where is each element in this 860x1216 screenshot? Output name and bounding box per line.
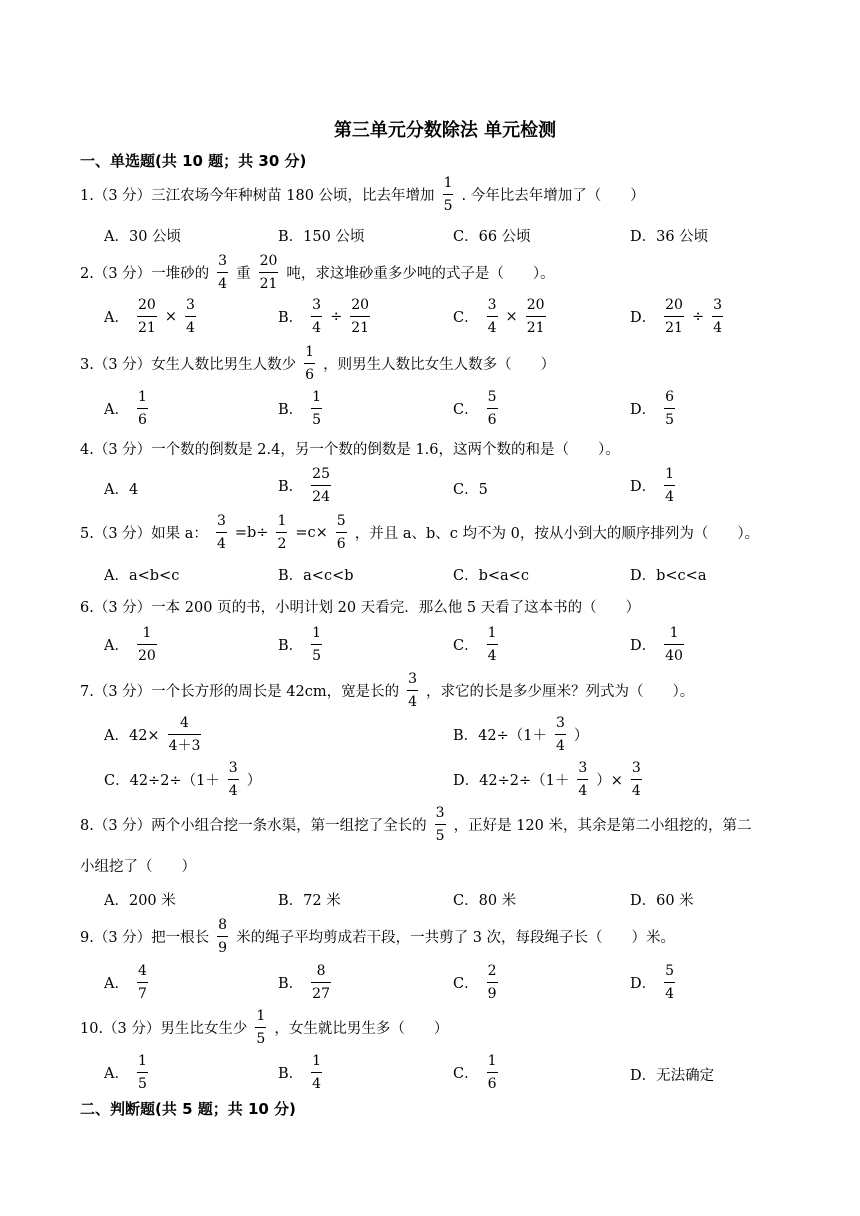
option-b[interactable]: B． $\frac{1}{4}$	[278, 1053, 322, 1092]
option-c[interactable]: C．5	[453, 482, 488, 498]
option-b[interactable]: B．72 米	[278, 893, 341, 909]
option-a[interactable]: A． $\frac{1}{6}$	[104, 389, 147, 428]
question-2	[80, 254, 555, 291]
question-5: 5.（3 分）如果 a： $\frac{3}{4}$ =b÷ $\frac{1}{2}$ =c× $\frac{5}{6}$ ，并且 a、b、c 均不为 0，按从小到大的顺序排列为（ ）。	[80, 513, 760, 552]
option-a[interactable]: A． $\frac{1}{5}$	[104, 1053, 147, 1092]
option-d[interactable]: D．36 公顷	[630, 229, 709, 245]
option-b[interactable]: B．150 公顷	[278, 229, 365, 245]
option-a[interactable]: A． $\frac{4}{7}$	[104, 963, 147, 1002]
question-text: 2.（3 分）一堆砂的	[80, 266, 210, 282]
question-text: 吨，求这堆砂重多少吨的式子是（ ）。	[286, 266, 555, 282]
option-d[interactable]: D．60 米	[630, 893, 694, 909]
section-heading-true-false: 二、判断题(共 5 题；共 10 分)	[80, 1100, 296, 1118]
option-c[interactable]: C．42÷2÷（1＋ $\frac{3}{4}$ ）	[104, 760, 262, 799]
question-text: . 今年比去年增加了（ ）	[461, 188, 645, 204]
fraction: $\frac{3}{4}$	[218, 253, 228, 292]
option-a[interactable]: A．42× $\frac{4}{4+3}$	[104, 715, 201, 754]
question-7: 7.（3 分）一个长方形的周长是 42cm，宽是长的 $\frac{3}{4}$ ，求它的长是多少厘米？列式为（ ）。	[80, 671, 695, 710]
option-b[interactable]: B． $\frac{1}{5}$	[278, 389, 322, 428]
option-b[interactable]: B． $\frac{25}{24}$	[278, 466, 330, 505]
option-d[interactable]: D． $\frac{1}{4}$	[630, 466, 675, 505]
option-a[interactable]: A．30 公顷	[104, 229, 182, 245]
option-d[interactable]: D． $\frac{6}{5}$	[630, 389, 675, 428]
option-a[interactable]: A．200 米	[104, 893, 176, 909]
question-6: 6.（3 分）一本 200 页的书，小明计划 20 天看完．那么他 5 天看了这本书的（ ）	[80, 600, 641, 616]
question-text: 重	[236, 266, 251, 282]
question-9: 9.（3 分）把一根长 $\frac{8}{9}$ 米的绳子平均剪成若干段，一共剪了 3 次，每段绳子长（ ）米。	[80, 917, 676, 956]
question-4: 4.（3 分）一个数的倒数是 2.4，另一个数的倒数是 1.6，这两个数的和是（ ）。	[80, 442, 620, 458]
option-b[interactable]: B．42÷（1＋ $\frac{3}{4}$ ）	[453, 715, 589, 754]
option-b[interactable]: B． $\frac{8}{27}$	[278, 963, 330, 1002]
option-c[interactable]: C． $\frac{5}{6}$	[453, 389, 497, 428]
question-8: 8.（3 分）两个小组合挖一条水渠，第一组挖了全长的 $\frac{3}{5}$ ，正好是 120 米，其余是第二小组挖的，第二	[80, 805, 752, 844]
option-c[interactable]: C． $\frac{2}{9}$	[453, 963, 497, 1002]
question-8-continued: 小组挖了（ ）	[80, 859, 196, 875]
question-text: 3.（3 分）女生人数比男生人数少	[80, 357, 297, 373]
section-heading-single-choice: 一、单选题(共 10 题；共 30 分)	[80, 152, 307, 170]
fraction: $\frac{20}{21}$	[259, 253, 278, 292]
option-c[interactable]: C． $\frac{1}{6}$	[453, 1053, 497, 1092]
option-d[interactable]: D． $\frac{5}{4}$	[630, 963, 675, 1002]
option-a[interactable]: A． $\frac{1}{20}$	[104, 625, 156, 664]
question-text: 1.（3 分）三江农场今年种树苗 180 公顷，比去年增加	[80, 188, 435, 204]
option-d[interactable]: D．无法确定	[630, 1068, 715, 1084]
option-d[interactable]: D．b<c<a	[630, 568, 707, 584]
option-c[interactable]: C．b<a<c	[453, 568, 529, 584]
option-a[interactable]: A．4	[104, 482, 139, 498]
option-d[interactable]: D． $\frac{1}{40}$	[630, 625, 683, 664]
option-b[interactable]: B． $\frac{1}{5}$	[278, 625, 322, 664]
fraction: $\frac{1}{6}$	[305, 344, 315, 383]
option-c[interactable]: C．66 公顷	[453, 229, 531, 245]
option-d[interactable]: D． $\frac{20}{21}$ ÷ $\frac{3}{4}$	[630, 297, 723, 336]
page-title: 第三单元分数除法 单元检测	[333, 120, 557, 141]
option-b[interactable]: B． $\frac{3}{4}$ ÷ $\frac{20}{21}$	[278, 297, 370, 336]
option-b[interactable]: B．a<c<b	[278, 568, 354, 584]
option-c[interactable]: C．80 米	[453, 893, 517, 909]
option-a[interactable]: A． $\frac{20}{21}$ × $\frac{3}{4}$	[104, 297, 195, 336]
question-text: ，则男生人数比女生人数多（ ）	[323, 357, 556, 373]
question-3	[80, 345, 555, 382]
option-c[interactable]: C． $\frac{3}{4}$ × $\frac{20}{21}$	[453, 297, 545, 336]
option-d[interactable]: D．42÷2÷（1＋ $\frac{3}{4}$ ）× $\frac{3}{4}$	[453, 760, 641, 799]
question-1	[80, 176, 645, 213]
option-c[interactable]: C． $\frac{1}{4}$	[453, 625, 497, 664]
fraction: $\frac{1}{5}$	[443, 175, 453, 214]
option-a[interactable]: A．a<b<c	[104, 568, 180, 584]
question-10: 10.（3 分）男生比女生少 $\frac{1}{5}$ ，女生就比男生多（ ）	[80, 1008, 449, 1047]
